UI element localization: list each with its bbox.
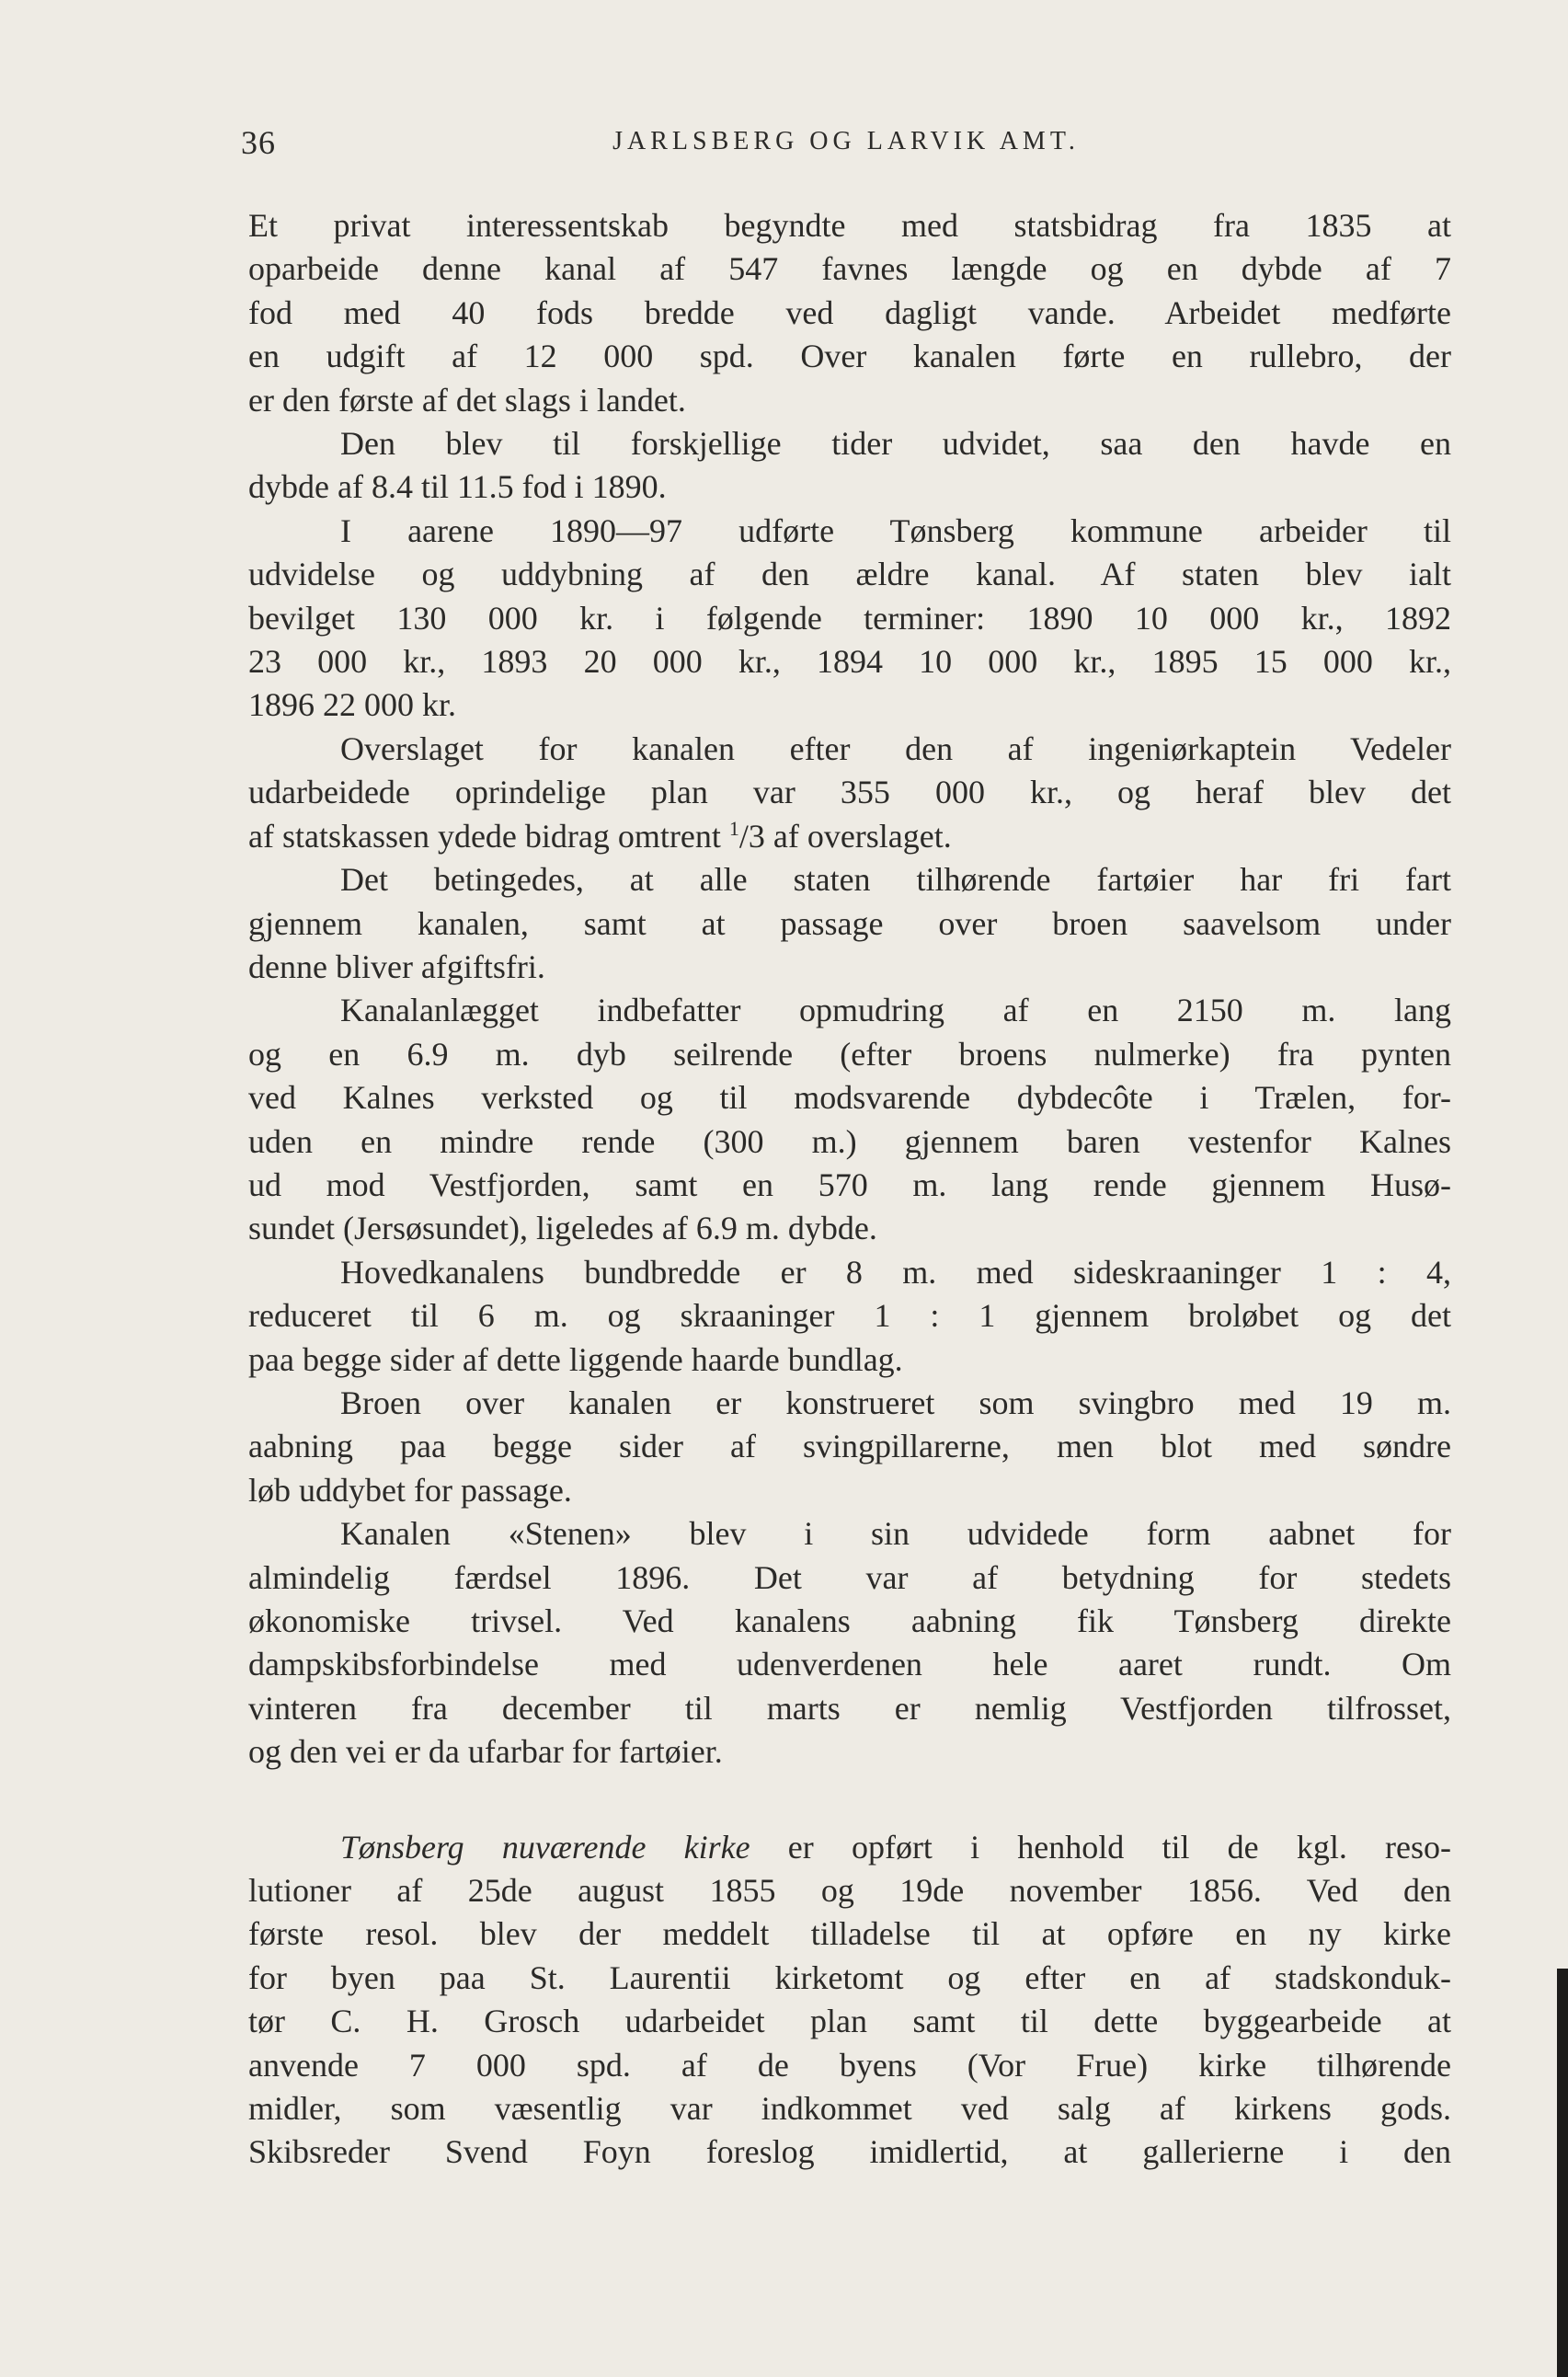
text-line: dampskibsforbindelse med udenverdenen hele aaret rundt. Om: [248, 1646, 1451, 1683]
text-line: 1896 22 000 kr.: [248, 686, 457, 724]
text-line: udvidelse og uddybning af den ældre kanal. Af staten blev ialt: [248, 556, 1451, 593]
text-line: denne bliver afgiftsfri.: [248, 947, 545, 985]
text-line: og den vei er da ufarbar for fartøier.: [248, 1733, 723, 1771]
text-line: økonomiske trivsel. Ved kanalens aabning fik Tønsberg direkte: [248, 1602, 1451, 1639]
body-text: [248, 204, 1451, 2175]
text-line: Broen over kanalen er konstrueret som svingbro med 19 m.: [340, 1384, 1451, 1421]
text-line: Kanalanlægget indbefatter opmudring af en 2150 m. lang: [340, 992, 1451, 1029]
text-line: 23 000 kr., 1893 20 000 kr., 1894 10 000 kr., 1895 15 000 kr.,: [248, 643, 1451, 681]
text-line: Kanalen «Stenen» blev i sin udvidede form aabnet for: [340, 1515, 1451, 1553]
text-line: er den første af det slags i landet.: [248, 381, 686, 419]
page-number: 36: [241, 124, 276, 161]
line-text: /3 af overslaget.: [738, 817, 952, 855]
text-line: udarbeidede oprindelige plan var 355 000 kr., og heraf blev det: [248, 774, 1451, 811]
text-line: [248, 815, 1451, 858]
text-line: lutioner af 25de august 1855 og 19de november 1856. Ved den: [248, 1872, 1451, 1910]
text-line: og en 6.9 m. dyb seilrende (efter broens nulmerke) fra pynten: [248, 1035, 1451, 1073]
text-line: I aarene 1890—97 udførte Tønsberg kommune arbeider til: [340, 511, 1451, 549]
text-line: almindelig færdsel 1896. Det var af betydning for stedets: [248, 1558, 1451, 1596]
text-line: anvende 7 000 spd. af de byens (Vor Frue) kirke tilhørende: [248, 2046, 1451, 2084]
text-line: for byen paa St. Laurentii kirketomt og efter en af stadskonduk-: [248, 1958, 1451, 1996]
text-line: Det betingedes, at alle staten tilhørende fartøier har fri fart: [340, 861, 1451, 899]
text-line: Overslaget for kanalen efter den af ingeniørkaptein Vedeler: [340, 729, 1451, 767]
text-line: løb uddybet for passage.: [248, 1471, 572, 1509]
text-line: midler, som væsentlig var indkommet ved salg af kirkens gods.: [248, 2090, 1451, 2128]
text-line: uden en mindre rende (300 m.) gjennem baren vestenfor Kalnes: [248, 1122, 1451, 1160]
page-header: [241, 123, 1451, 169]
running-title: JARLSBERG OG LARVIK AMT.: [612, 127, 1080, 155]
italic-heading: Tønsberg nuværende kirke: [340, 1828, 750, 1866]
text-line: vinteren fra december til marts er nemlig Vestfjorden tilfrosset,: [248, 1689, 1451, 1727]
page-edge-shadow: [1557, 1969, 1568, 2377]
text-line: [248, 1826, 1451, 1869]
text-line: Den blev til forskjellige tider udvidet, saa den havde en: [340, 425, 1451, 463]
text-line: Skibsreder Svend Foyn foreslog imidlertid, at gallerierne i den: [248, 2133, 1451, 2171]
text-line: Et privat interessentskab begyndte med statsbidrag fra 1835 at: [248, 207, 1451, 244]
text-line: sundet (Jersøsundet), ligeledes af 6.9 m. dybde.: [248, 1210, 877, 1247]
text-line: gjennem kanalen, samt at passage over broen saavelsom under: [248, 904, 1451, 942]
text-line: reduceret til 6 m. og skraaninger 1 : 1 gjennem broløbet og det: [248, 1297, 1451, 1335]
text-line: paa begge sider af dette liggende haarde bundlag.: [248, 1340, 903, 1378]
line-text: af statskassen ydede bidrag omtrent: [248, 817, 729, 855]
text-line: aabning paa begge sider af svingpillarerne, men blot med søndre: [248, 1428, 1451, 1465]
text-line: oparbeide denne kanal af 547 favnes længde og en dybde af 7: [248, 250, 1451, 288]
text-line: Hovedkanalens bundbredde er 8 m. med sideskraaninger 1 : 4,: [340, 1253, 1451, 1291]
fraction-numerator: 1: [728, 816, 739, 840]
text-line: ved Kalnes verksted og til modsvarende dybdecôte i Trælen, for-: [248, 1079, 1451, 1117]
text-line: bevilget 130 000 kr. i følgende terminer: 1890 10 000 kr., 1892: [248, 599, 1451, 637]
text-line: dybde af 8.4 til 11.5 fod i 1890.: [248, 468, 667, 506]
text-line: ud mod Vestfjorden, samt en 570 m. lang rende gjennem Husø-: [248, 1166, 1451, 1203]
text-line: fod med 40 fods bredde ved dagligt vande. Arbeidet medførte: [248, 293, 1451, 331]
line-text: er opført i henhold til de kgl. reso-: [750, 1828, 1451, 1866]
text-line: første resol. blev der meddelt tilladelse til at opføre en ny kirke: [248, 1915, 1451, 1953]
text-line: en udgift af 12 000 spd. Over kanalen førte en rullebro, der: [248, 338, 1451, 375]
text-line: tør C. H. Grosch udarbeidet plan samt til dette byggearbeide at: [248, 2003, 1451, 2040]
